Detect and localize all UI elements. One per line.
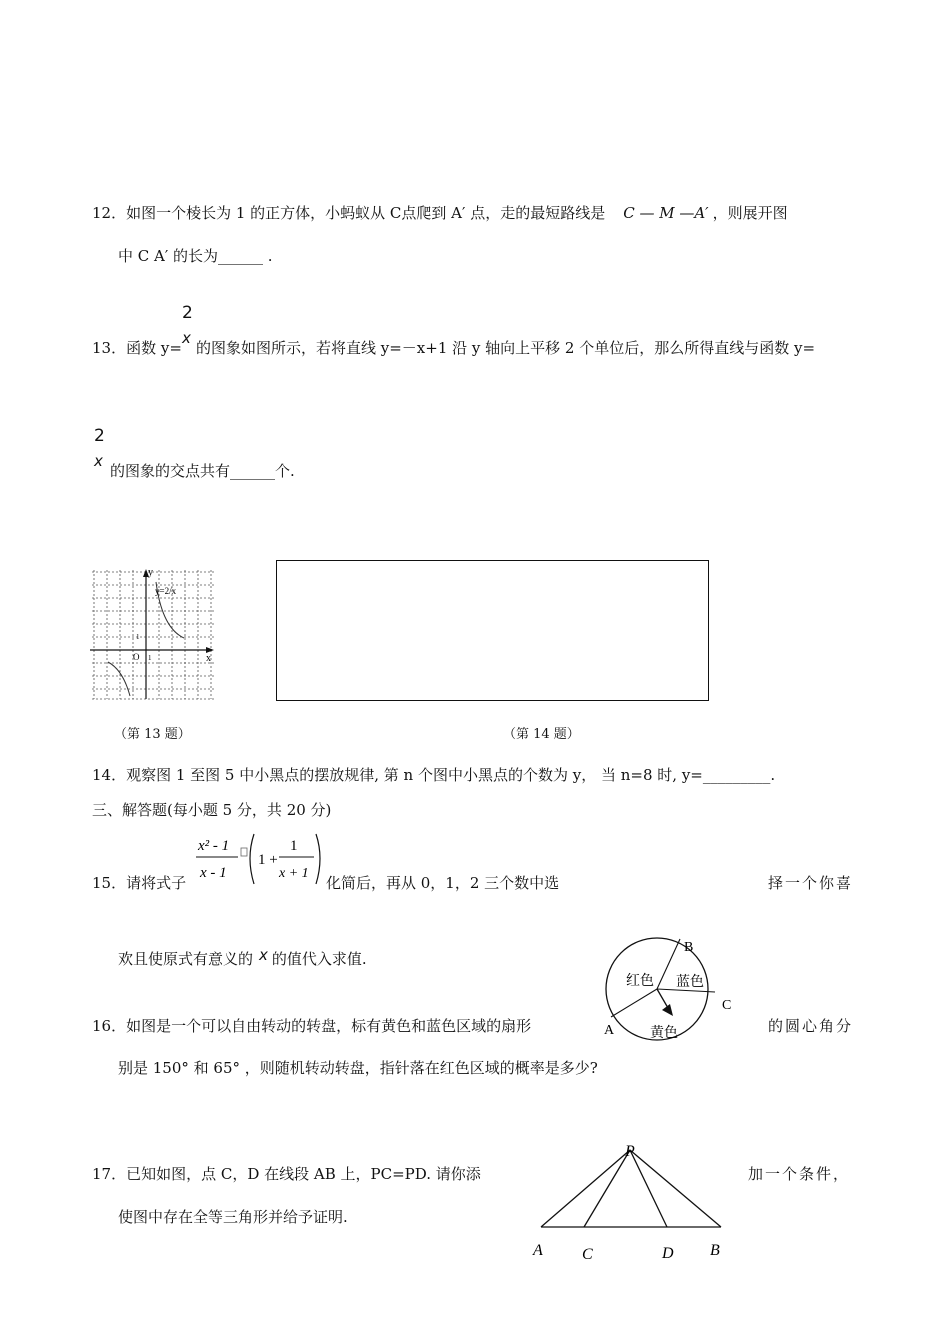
y-axis-label: y xyxy=(148,567,153,578)
q15-expression xyxy=(192,830,324,888)
spinner-pointer-arrow-icon xyxy=(662,1004,673,1016)
q17-line1: 17．已知如图，点 C，D 在线段 AB 上，PC=PD. 请你添 xyxy=(92,1165,481,1183)
q16-spinner xyxy=(598,930,738,1048)
segment-PD xyxy=(630,1150,667,1227)
label-C: C xyxy=(722,998,732,1013)
q15-middle: 化简后，再从 0，1，2 三个数中选 xyxy=(326,874,560,892)
q13-line2: 的图象的交点共有______个. xyxy=(110,462,295,480)
q13-frac-bar xyxy=(180,326,196,327)
q13-frac2-num: 2 xyxy=(94,426,105,446)
q16-line2: 别是 150° 和 65° ，则随机转动转盘，指针落在红色区域的概率是多少? xyxy=(118,1059,598,1077)
q15-line2-var: x xyxy=(259,946,268,964)
function-label: y=2/x xyxy=(155,586,177,596)
q13-frac2-den: x xyxy=(94,452,103,470)
q12-text: 12．如图一个棱长为 1 的正方体，小蚂蚁从 C点爬到 A′ 点，走的最短路线是 xyxy=(92,204,606,222)
q15-line2-text: 欢且使原式有意义的 xyxy=(118,950,254,968)
q16-line1-right: 的圆心角分 xyxy=(768,1017,854,1035)
q15-paren-left-term: 1 + xyxy=(258,852,278,868)
q12-line1 xyxy=(92,202,788,223)
label-B: B xyxy=(684,940,694,955)
q12-line2: 中 C A′ 的长为______ . xyxy=(118,247,273,265)
q15-expr-numerator: x² - 1 xyxy=(198,838,230,854)
q13-line1-prefix: 13．函数 y= xyxy=(92,339,182,357)
label-blue: 蓝色 xyxy=(676,975,704,990)
q13-frac-den: x xyxy=(182,329,191,347)
q13-frac-num: 2 xyxy=(182,303,193,323)
q15-prefix: 15．请将式子 xyxy=(92,874,187,892)
hyperbola-branch-2 xyxy=(108,662,130,696)
x-axis-label: x xyxy=(206,653,211,664)
figure-14-caption: （第 14 题） xyxy=(503,727,580,742)
q15-left-paren xyxy=(250,834,254,884)
label-C: C xyxy=(582,1246,593,1263)
q16-line1: 16．如图是一个可以自由转动的转盘，标有黄色和蓝色区域的扇形 xyxy=(92,1017,532,1035)
figure-13-caption: （第 13 题） xyxy=(114,727,191,742)
q14-text: 14．观察图 1 至图 5 中小黑点的摆放规律, 第 n 个图中小黑点的个数为 y， 当 n=8 时, y=_________. xyxy=(92,766,776,784)
segment-PB xyxy=(630,1150,721,1227)
q12-text-end: ，则展开图 xyxy=(712,204,788,222)
grid-lines xyxy=(92,570,216,699)
segment-PC xyxy=(584,1150,630,1227)
figure-14-box xyxy=(276,560,709,701)
q15-dot-box-icon xyxy=(241,848,247,856)
origin-label: O xyxy=(133,652,140,662)
label-P: P xyxy=(625,1143,635,1160)
q17-triangle-figure xyxy=(525,1140,730,1265)
spinner-pointer-shaft xyxy=(657,989,668,1008)
q15-line2 xyxy=(118,948,367,969)
q13-line1-rest: 的图象如图所示，若将直线 y=－x+1 沿 y 轴向上平移 2 个单位后，那么所得直线与函数 y= xyxy=(196,339,816,357)
figure-13-graph xyxy=(88,566,218,701)
q15-right: 择一个你喜 xyxy=(768,874,854,892)
label-B: B xyxy=(710,1242,720,1259)
label-yellow: 黄色 xyxy=(650,1026,678,1041)
x-tick-1: 1 xyxy=(148,654,152,662)
q12-path: C — M —A′ xyxy=(623,204,709,222)
y-tick-1: 1 xyxy=(136,633,140,641)
segment-PA xyxy=(541,1150,630,1227)
q15-paren-denominator: x + 1 xyxy=(279,866,309,881)
q15-expr-denominator: x - 1 xyxy=(200,865,227,881)
label-A: A xyxy=(604,1023,615,1038)
label-red: 红色 xyxy=(626,974,654,989)
label-D: D xyxy=(662,1245,674,1262)
label-A: A xyxy=(533,1242,543,1259)
section-3-heading: 三、解答题(每小题 5 分，共 20 分) xyxy=(92,801,332,819)
q15-line2-end: 的值代入求值. xyxy=(271,950,367,968)
q17-line1-right: 加一个条件， xyxy=(748,1165,851,1183)
spinner-radius-A xyxy=(611,989,657,1017)
q15-paren-numerator: 1 xyxy=(290,838,298,854)
q15-right-paren xyxy=(316,834,320,884)
q17-line2: 使图中存在全等三角形并给予证明. xyxy=(118,1208,348,1226)
